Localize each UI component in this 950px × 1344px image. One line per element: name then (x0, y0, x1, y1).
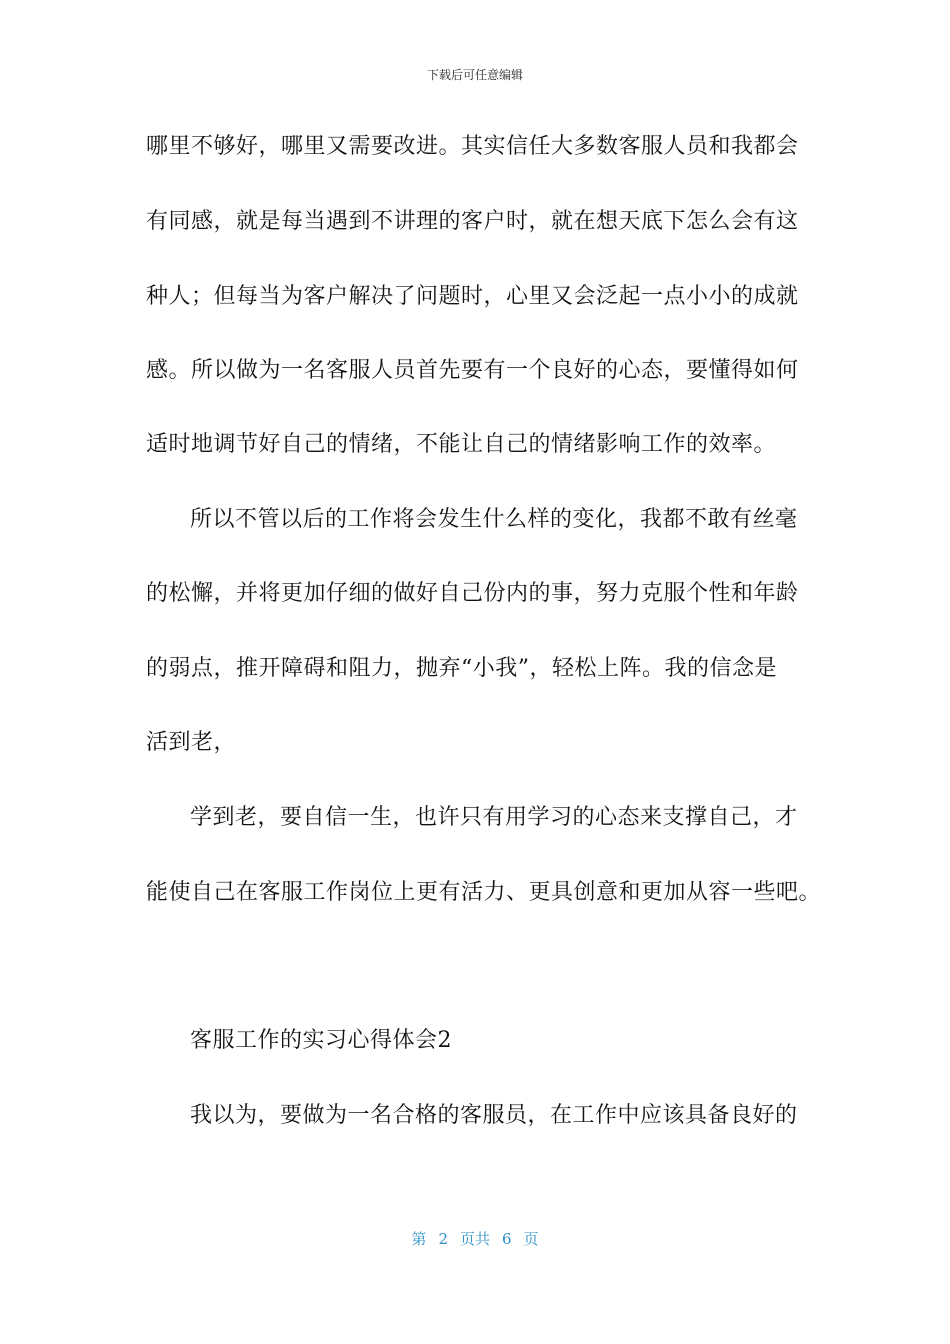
paragraph-1-line-5: 适时地调节好自己的情绪，不能让自己的情绪影响工作的效率。 (146, 432, 777, 457)
footer-current-page: 2 (438, 1230, 448, 1248)
footer-prefix: 第 (411, 1230, 427, 1248)
paragraph-2-line-1: 所以不管以后的工作将会发生什么样的变化，我都不敢有丝毫 (190, 507, 798, 532)
footer-mid: 页共 (459, 1230, 490, 1248)
section-title: 客服工作的实习心得体会2 (190, 1028, 452, 1053)
footer-total-pages: 6 (502, 1230, 512, 1248)
page-footer (0, 1228, 950, 1249)
paragraph-1-line-3: 种人；但每当为客户解决了问题时，心里又会泛起一点小小的成就 (146, 284, 799, 309)
paragraph-2-line-4: 活到老， (146, 730, 237, 755)
page-header: 下载后可任意编辑 (426, 68, 523, 82)
paragraph-1-line-4: 感。所以做为一名客服人员首先要有一个良好的心态，要懂得如何 (146, 358, 799, 383)
footer-suffix: 页 (523, 1230, 539, 1248)
paragraph-3-line-2: 能使自己在客服工作岗位上更有活力、更具创意和更加从容一些吧。 (146, 880, 822, 905)
paragraph-2-line-2: 的松懈，并将更加仔细的做好自己份内的事，努力克服个性和年龄 (146, 581, 799, 606)
paragraph-2-line-3: 的弱点，推开障碍和阻力，抛弃“小我”，轻松上阵。我的信念是 (146, 656, 777, 681)
paragraph-4-line-1: 我以为，要做为一名合格的客服员，在工作中应该具备良好的 (190, 1103, 798, 1128)
paragraph-1-line-1: 哪里不够好，哪里又需要改进。其实信任大多数客服人员和我都会 (146, 134, 799, 159)
paragraph-3-line-1: 学到老，要自信一生，也许只有用学习的心态来支撑自己，才 (190, 805, 798, 830)
paragraph-1-line-2: 有同感，就是每当遇到不讲理的客户时，就在想天底下怎么会有这 (146, 209, 799, 234)
